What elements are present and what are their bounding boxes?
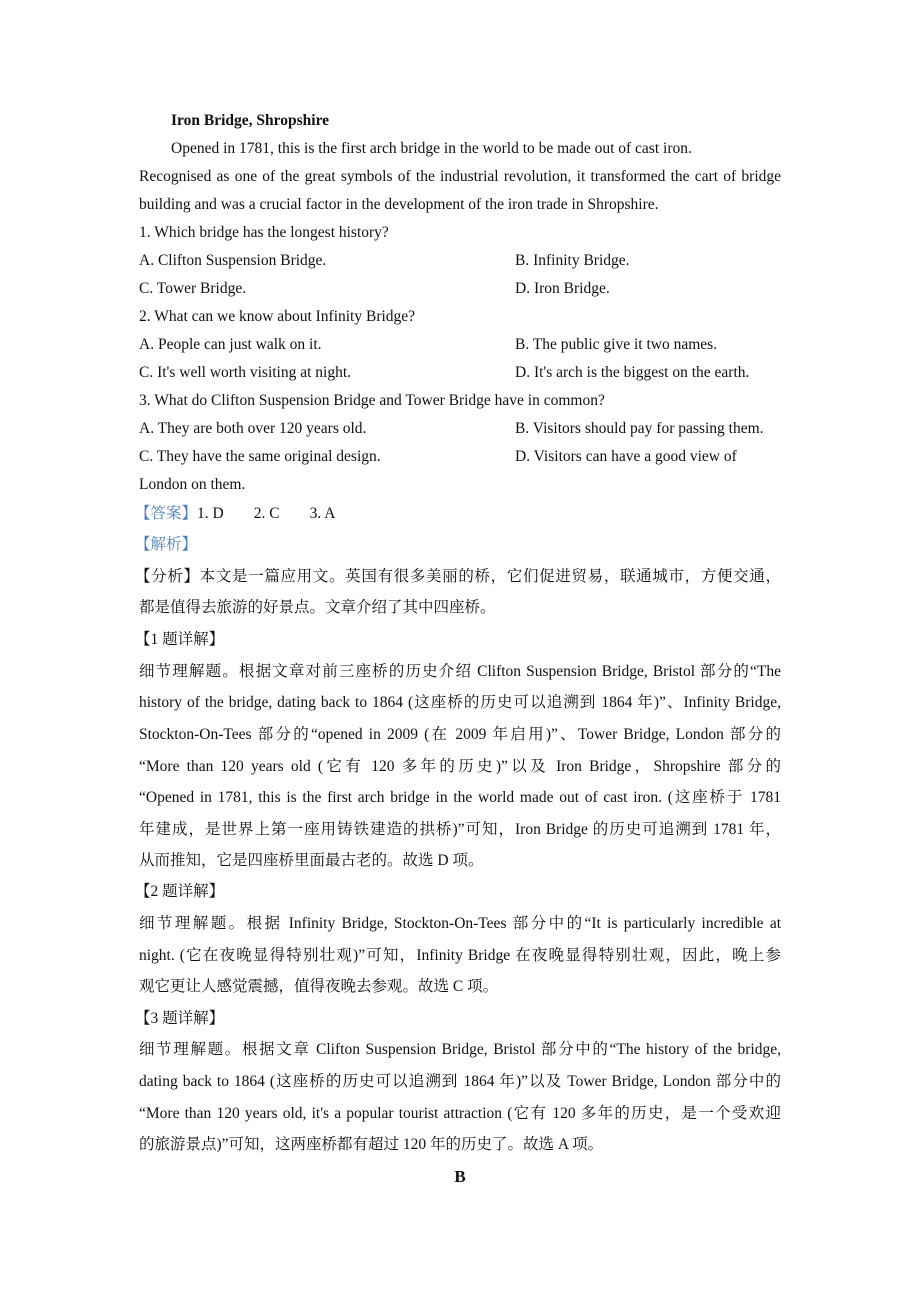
question-3-continuation: London on them.: [139, 476, 246, 493]
passage-line: Recognised as one of the great symbols of the industrial revolution, it transformed the cart of bridge: [139, 168, 781, 185]
answer-label: 【答案】: [135, 505, 198, 522]
question-1-options-row: [139, 251, 781, 271]
option-c: C. They have the same original design.: [139, 448, 381, 465]
q1-detail-line: 从而推知，它是四座桥里面最古老的。故选 D 项。: [139, 852, 484, 869]
option-b: B. The public give it two names.: [515, 336, 718, 353]
q1-detail-line: “Opened in 1781, this is the first arch bridge in the world made out of cast iron. (这座桥于 1781: [139, 789, 781, 806]
q3-detail-line: 细节理解题。根据文章 Clifton Suspension Bridge, Bristol 部分中的“The history of the bridge,: [139, 1041, 781, 1058]
option-b: B. Infinity Bridge.: [515, 252, 630, 269]
q1-detail-label: 【1 题详解】: [135, 631, 225, 648]
option-b: B. Visitors should pay for passing them.: [515, 420, 764, 437]
q2-detail-line: night. (它在夜晚显得特别壮观)”可知，Infinity Bridge 在夜晚显得特别壮观，因此，晚上参: [139, 947, 781, 964]
q2-detail-line: 观它更让人感觉震撼，值得夜晚去参观。故选 C 项。: [139, 978, 499, 995]
analysis-label: 【解析】: [135, 536, 198, 553]
option-a: A. They are both over 120 years old.: [139, 420, 367, 437]
question-3-options-row: [139, 447, 781, 467]
question-1-stem: 1. Which bridge has the longest history?: [139, 224, 389, 241]
passage-title: Iron Bridge, Shropshire: [171, 112, 330, 129]
q2-detail-label: 【2 题详解】: [135, 883, 225, 900]
option-a: A. People can just walk on it.: [139, 336, 322, 353]
option-c: C. Tower Bridge.: [139, 280, 247, 297]
summary-line: 【分析】本文是一篇应用文。英国有很多美丽的桥，它们促进贸易，联通城市，方便交通，: [135, 568, 781, 585]
question-2-options-row: [139, 363, 781, 383]
question-2-options-row: [139, 335, 781, 355]
summary-line: 都是值得去旅游的好景点。文章介绍了其中四座桥。: [139, 599, 496, 616]
question-1-options-row: [139, 279, 781, 299]
question-3-stem: 3. What do Clifton Suspension Bridge and Tower Bridge have in common?: [139, 392, 605, 409]
answer-item: 2. C: [253, 505, 280, 522]
option-c: C. It's well worth visiting at night.: [139, 364, 352, 381]
section-heading-b: B: [454, 1167, 466, 1186]
q2-detail-line: 细节理解题。根据 Infinity Bridge, Stockton-On-Tees 部分中的“It is particularly incredible at: [139, 915, 781, 932]
q3-detail-line: “More than 120 years old, it's a popular tourist attraction (它有 120 多年的历史，是一个受欢迎: [139, 1105, 781, 1122]
q1-detail-line: 细节理解题。根据文章对前三座桥的历史介绍 Clifton Suspension Bridge, Bristol 部分的“The: [139, 663, 781, 680]
question-3-options-row: [139, 419, 781, 439]
answer-item: 1. D: [197, 505, 224, 522]
passage-line: building and was a crucial factor in the development of the iron trade in Shropshire.: [139, 196, 659, 213]
q3-detail-line: dating back to 1864 (这座桥的历史可以追溯到 1864 年)”以及 Tower Bridge, London 部分中的: [139, 1073, 781, 1090]
answer-line: [135, 504, 777, 524]
q3-detail-label: 【3 题详解】: [135, 1010, 225, 1027]
answer-item: 3. A: [309, 505, 336, 522]
q1-detail-line: “More than 120 years old (它有 120 多年的历史)”以及 Iron Bridge，Shropshire 部分的: [139, 758, 781, 775]
q1-detail-line: Stockton-On-Tees 部分的“opened in 2009 (在 2009 年启用)”、Tower Bridge, London 部分的: [139, 726, 781, 743]
option-d: D. Visitors can have a good view of: [515, 448, 737, 465]
option-d: D. It's arch is the biggest on the earth.: [515, 364, 750, 381]
q3-detail-line: 的旅游景点)”可知，这两座桥都有超过 120 年的历史了。故选 A 项。: [139, 1136, 604, 1153]
q1-detail-line: history of the bridge, dating back to 1864 (这座桥的历史可以追溯到 1864 年)”、Infinity Bridge,: [139, 694, 781, 711]
option-d: D. Iron Bridge.: [515, 280, 610, 297]
question-2-stem: 2. What can we know about Infinity Bridge?: [139, 308, 416, 325]
option-a: A. Clifton Suspension Bridge.: [139, 252, 327, 269]
passage-line: Opened in 1781, this is the first arch bridge in the world to be made out of cast iron.: [171, 140, 692, 157]
q1-detail-line: 年建成，是世界上第一座用铸铁建造的拱桥)”可知，Iron Bridge 的历史可追溯到 1781 年，: [139, 821, 781, 838]
